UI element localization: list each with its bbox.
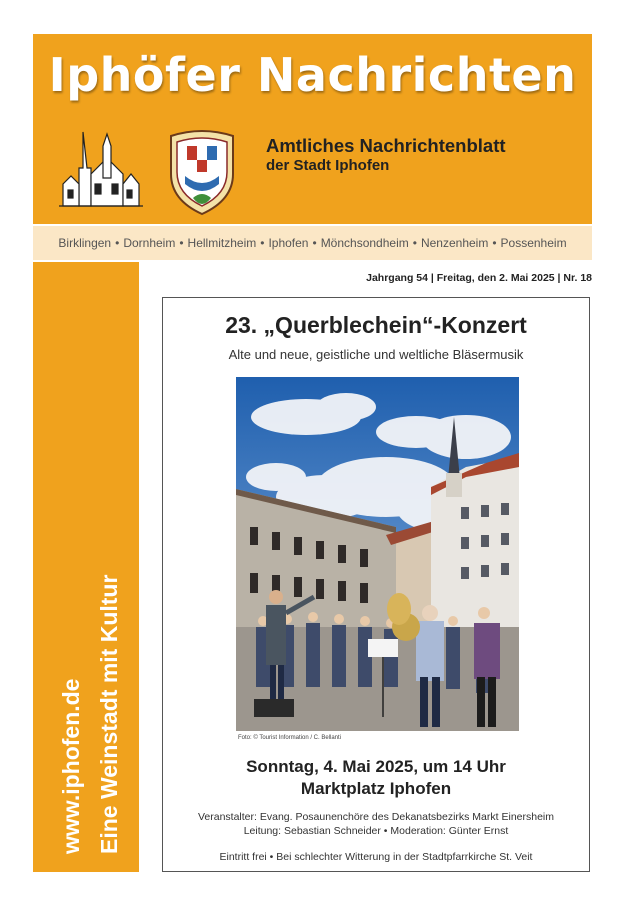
village-name: Hellmitzheim xyxy=(187,236,257,250)
concert-poster xyxy=(162,297,590,872)
masthead-subtitle-line2: der Stadt Iphofen xyxy=(266,157,390,174)
church-silhouette-icon xyxy=(57,128,143,212)
village-name: Birklingen xyxy=(58,236,112,250)
sidebar-url[interactable]: www.iphofen.de xyxy=(58,678,84,854)
event-organizer-block xyxy=(163,810,589,838)
photo-credit: Foto: © Tourist Information / C. Bellanti xyxy=(238,735,342,741)
masthead-subtitle-line1: Amtliches Nachrichtenblatt xyxy=(266,135,506,156)
masthead-title: Iphöfer Nachrichten xyxy=(48,48,577,102)
sidebar-slogan: Eine Weinstadt mit Kultur xyxy=(96,574,122,854)
event-date: Sonntag, 4. Mai 2025, um 14 Uhr xyxy=(246,757,506,776)
issue-line: Jahrgang 54 | Freitag, den 2. Mai 2025 | Nr. 18 xyxy=(366,272,592,284)
concert-photo xyxy=(236,377,519,731)
event-organizer: Veranstalter: Evang. Posaunenchöre des Dekanatsbezirks Markt Einersheim xyxy=(197,811,554,823)
village-name: Iphofen xyxy=(268,236,309,250)
village-name: Dornheim xyxy=(123,236,176,250)
poster-title: 23. „Querblechein“-Konzert xyxy=(225,312,527,338)
event-leadership: Leitung: Sebastian Schneider • Moderation: Günter Ernst xyxy=(243,825,509,837)
event-place: Marktplatz Iphofen xyxy=(300,779,452,798)
town-crest-icon xyxy=(163,126,241,216)
event-entry-info: Eintritt frei • Bei schlechter Witterung in der Stadtpfarrkirche St. Veit xyxy=(219,851,533,863)
sidebar xyxy=(33,262,139,872)
village-name: Possenheim xyxy=(500,236,567,250)
poster-subtitle: Alte und neue, geistliche und weltliche Bläsermusik xyxy=(228,347,524,362)
village-name: Nenzenheim xyxy=(420,236,489,250)
masthead xyxy=(33,34,592,224)
event-datetime xyxy=(163,756,589,800)
village-name: Mönchsondheim xyxy=(320,236,409,250)
village-list: Birklingen • Dornheim • Hellmitzheim • Iphofen • Mönchsondheim • Nenzenheim • Possenheim xyxy=(33,226,592,260)
